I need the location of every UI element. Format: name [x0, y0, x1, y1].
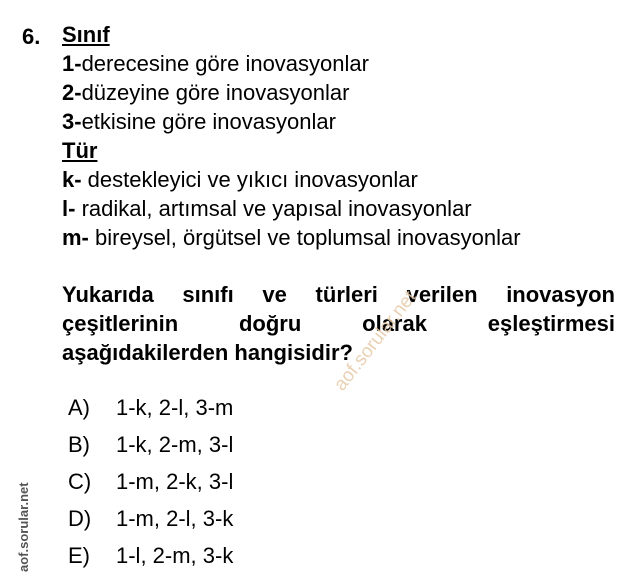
- class-item-3: [62, 107, 622, 136]
- question-line: Yukarıda sınıfı ve türleri verilen inovasyon: [62, 282, 615, 307]
- class-key: 3-: [62, 109, 82, 134]
- class-item-2: [62, 78, 622, 107]
- question-line: çeşitlerinin doğru olarak eşleştirmesi: [62, 311, 615, 336]
- type-text: bireysel, örgütsel ve toplumsal inovasyonlar: [88, 225, 521, 250]
- option-letter: C): [68, 469, 92, 494]
- question-line: aşağıdakilerden hangisidir?: [62, 340, 353, 365]
- option-c[interactable]: [68, 463, 233, 500]
- class-heading: Sınıf: [62, 22, 110, 47]
- type-heading: Tür: [62, 138, 98, 163]
- class-text: düzeyine göre inovasyonlar: [81, 80, 350, 105]
- type-item-k: [62, 165, 622, 194]
- class-key: 1-: [62, 51, 82, 76]
- option-a[interactable]: [68, 389, 233, 426]
- class-item-1: [62, 49, 622, 78]
- type-text: destekleyici ve yıkıcı inovasyonlar: [81, 167, 418, 192]
- class-text: derecesine göre inovasyonlar: [81, 51, 369, 76]
- option-b[interactable]: [68, 426, 233, 463]
- option-text: 1-k, 2-l, 3-m: [116, 395, 234, 420]
- watermark-side: aof.sorular.net: [16, 482, 31, 572]
- question-stem: [62, 280, 615, 367]
- watermark-diagonal: aof.sorular.net: [330, 287, 421, 395]
- option-letter: B): [68, 432, 90, 457]
- option-d[interactable]: [68, 500, 233, 537]
- class-text: etkisine göre inovasyonlar: [81, 109, 336, 134]
- matching-lists: [62, 20, 622, 252]
- option-letter: D): [68, 506, 92, 531]
- option-text: 1-k, 2-m, 3-l: [116, 432, 234, 457]
- answer-options: [68, 389, 233, 574]
- option-text: 1-m, 2-l, 3-k: [116, 506, 234, 531]
- type-key: m-: [62, 225, 89, 250]
- option-text: 1-m, 2-k, 3-l: [116, 469, 234, 494]
- option-letter: A): [68, 395, 90, 420]
- type-key: l-: [62, 196, 76, 221]
- class-key: 2-: [62, 80, 82, 105]
- option-text: 1-l, 2-m, 3-k: [116, 543, 234, 568]
- type-key: k-: [62, 167, 82, 192]
- type-item-m: [62, 223, 622, 252]
- type-text: radikal, artımsal ve yapısal inovasyonlar: [75, 196, 472, 221]
- question-number: 6.: [22, 24, 41, 49]
- option-letter: E): [68, 543, 90, 568]
- type-item-l: [62, 194, 622, 223]
- option-e[interactable]: [68, 537, 233, 574]
